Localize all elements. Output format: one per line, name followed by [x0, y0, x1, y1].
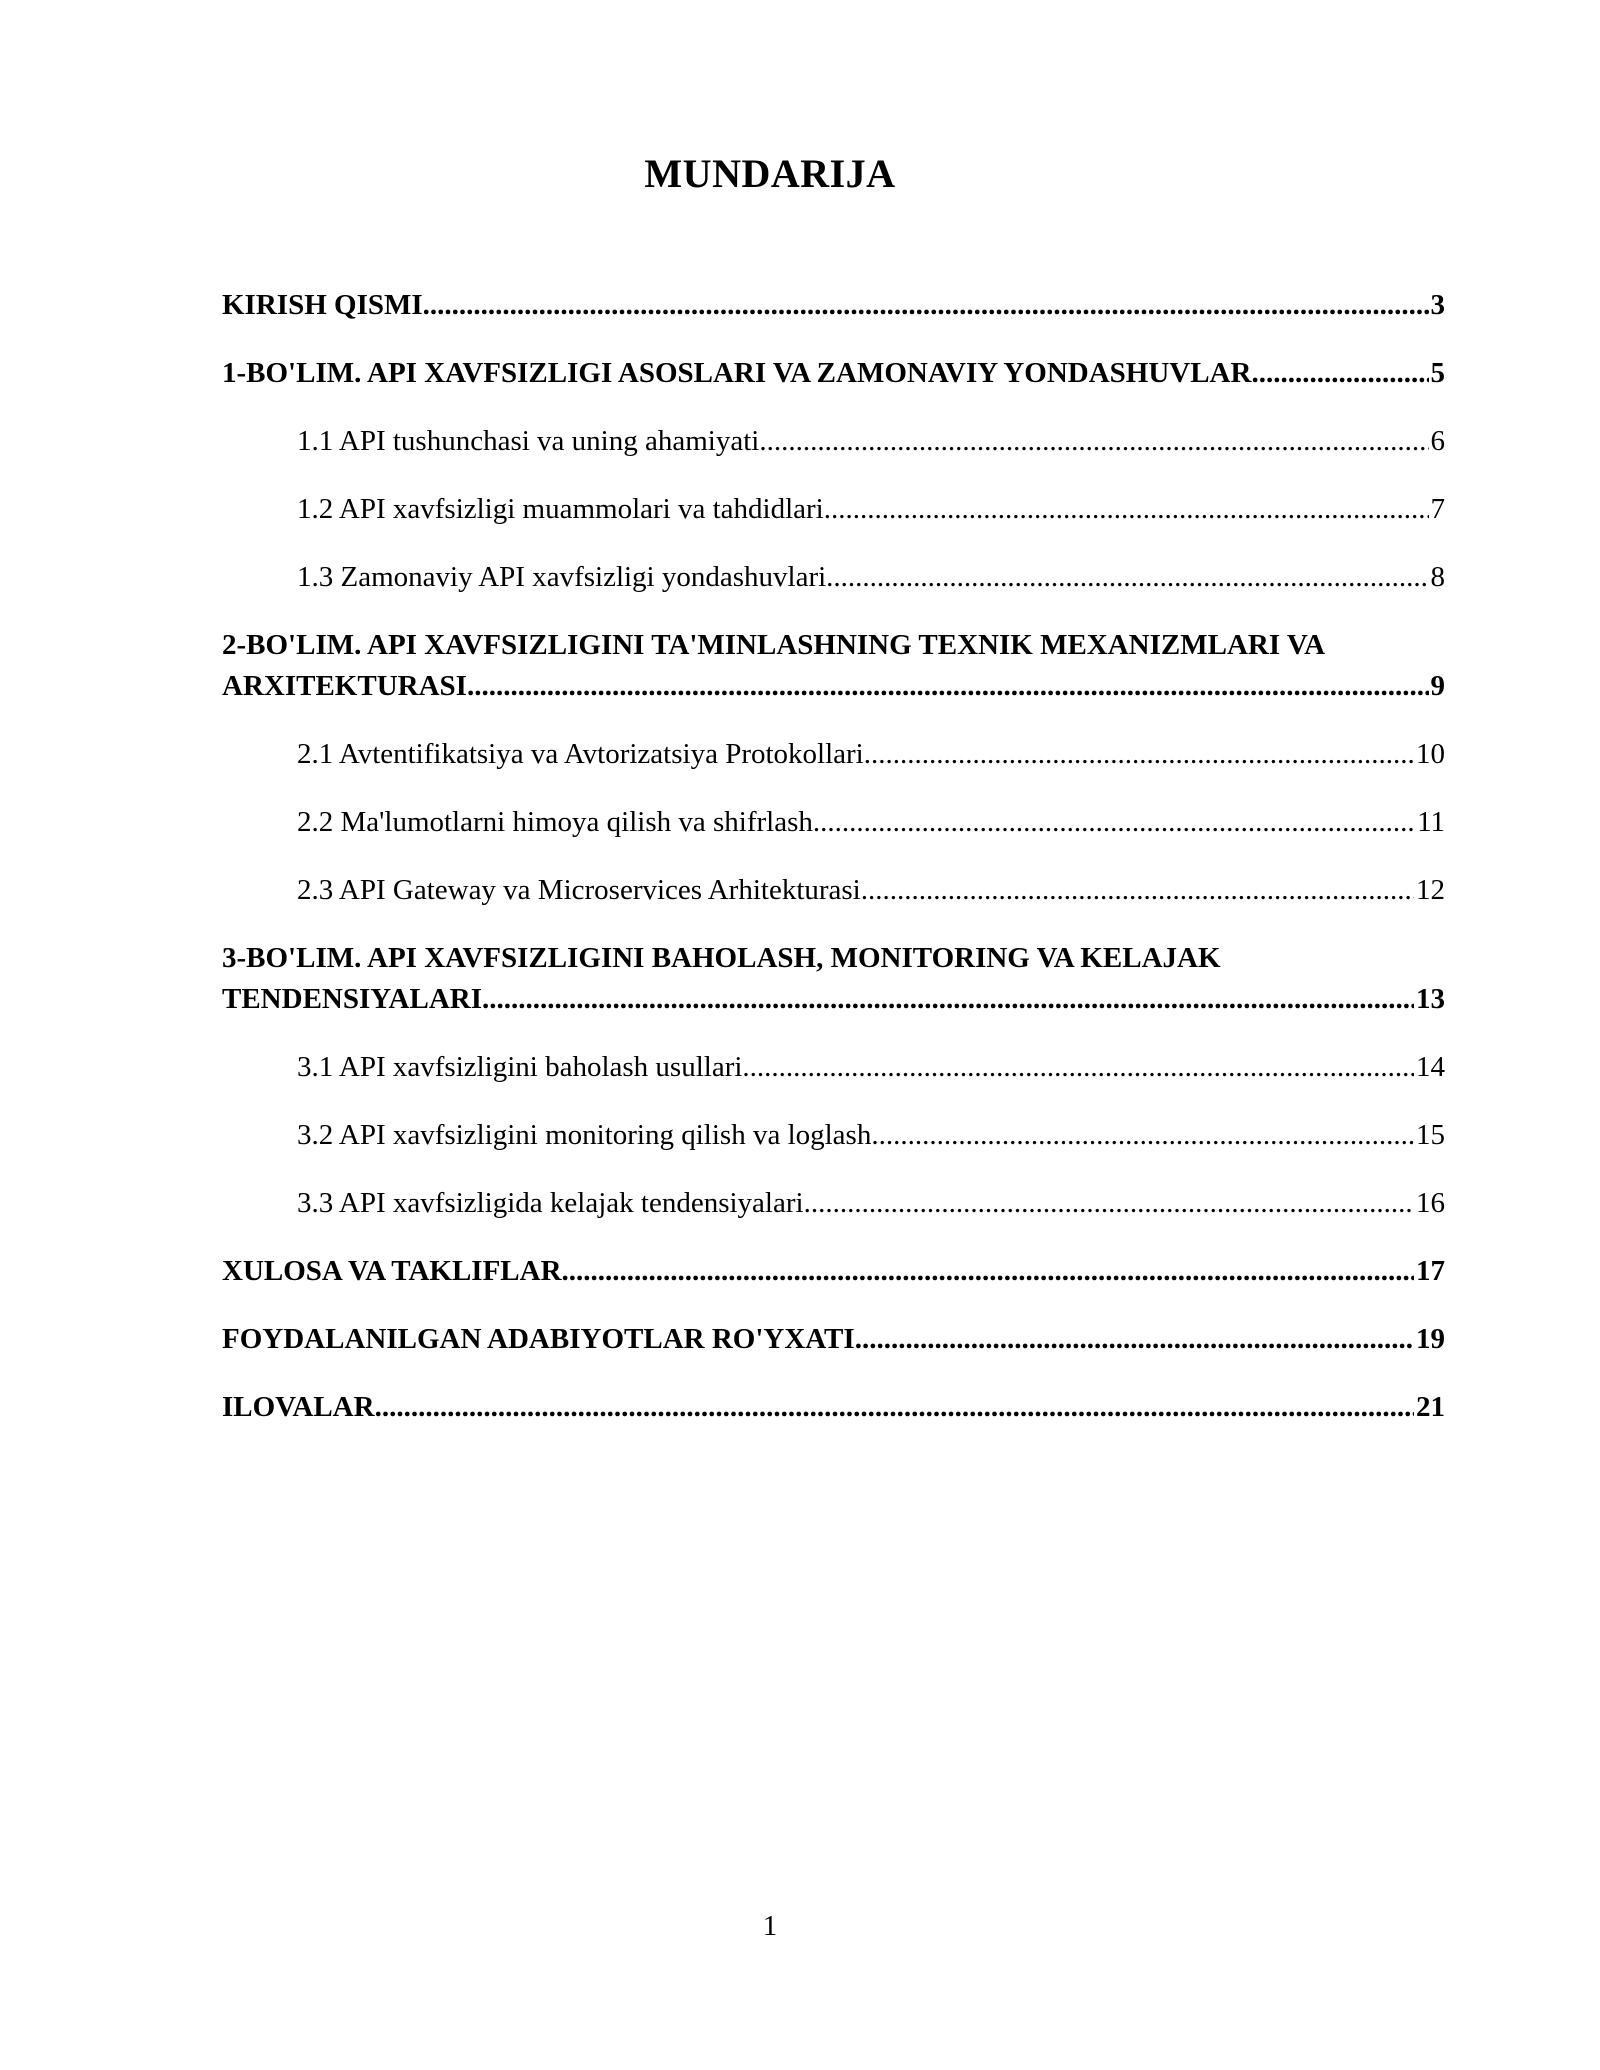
toc-page-number: 16 [1416, 1187, 1445, 1219]
dot-leader [855, 1319, 1414, 1360]
toc-entry-chapter-2[interactable] [222, 625, 1445, 707]
toc-entry-section-1-1[interactable] [222, 421, 1445, 462]
toc-page-number: 10 [1416, 738, 1445, 770]
toc-entry-label: FOYDALANILGAN ADABIYOTLAR RO'YXATI [222, 1323, 855, 1355]
dot-leader [742, 1047, 1414, 1088]
toc-entry-label: 1.3 Zamonaviy API xavfsizligi yondashuvlari [297, 561, 827, 593]
toc-page-number: 11 [1417, 806, 1445, 838]
toc-entry-ilovalar[interactable] [222, 1387, 1445, 1428]
toc-entry-section-1-3[interactable] [222, 557, 1445, 598]
toc-entry-section-3-3[interactable] [222, 1183, 1445, 1224]
toc-entry-chapter-1[interactable] [222, 353, 1445, 394]
toc-entry-label: 1-BO'LIM. API XAVFSIZLIGI ASOSLARI VA ZAMONAVIY YONDASHUVLAR [222, 357, 1252, 389]
toc-page-number: 21 [1416, 1391, 1445, 1423]
toc-entry-kirish[interactable] [222, 285, 1445, 326]
toc-entry-xulosa[interactable] [222, 1251, 1445, 1292]
toc-page-number: 5 [1430, 357, 1445, 389]
toc-page-number: 13 [1416, 983, 1445, 1015]
toc-entry-label: 3.3 API xavfsizligida kelajak tendensiyalari [297, 1187, 804, 1219]
dot-leader [826, 557, 1428, 598]
toc-entry-chapter-3[interactable] [222, 938, 1445, 1020]
toc-entry-label: KIRISH QISMI [222, 289, 423, 321]
dot-leader [1251, 353, 1428, 394]
toc-entry-label: 2.2 Ma'lumotlarni himoya qilish va shifrlash [297, 806, 813, 838]
toc-entry-label-line-2: ARXITEKTURASI [222, 670, 467, 702]
dot-leader [864, 734, 1414, 775]
toc-entry-adabiyotlar[interactable] [222, 1319, 1445, 1360]
dot-leader [562, 1251, 1414, 1292]
toc-entry-label: 3.1 API xavfsizligini baholash usullari [297, 1051, 743, 1083]
toc-entry-label: 2.3 API Gateway va Microservices Arhitekturasi [297, 874, 861, 906]
toc-page-number: 6 [1430, 425, 1445, 457]
toc-entry-label: 1.1 API tushunchasi va uning ahamiyati [297, 425, 760, 457]
table-of-contents [222, 285, 1445, 1455]
toc-page-number: 19 [1416, 1323, 1445, 1355]
toc-entry-label: 3.2 API xavfsizligini monitoring qilish va loglash [297, 1119, 872, 1151]
toc-page-number: 12 [1416, 874, 1445, 906]
toc-entry-label: ILOVALAR [222, 1391, 375, 1423]
toc-entry-section-1-2[interactable] [222, 489, 1445, 530]
dot-leader [824, 489, 1429, 530]
toc-page-number: 8 [1430, 561, 1445, 593]
toc-entry-section-2-2[interactable] [222, 802, 1445, 843]
toc-entry-label: 1.2 API xavfsizligi muammolari va tahdidlari [297, 493, 824, 525]
toc-entry-label-line-1: 3-BO'LIM. API XAVFSIZLIGINI BAHOLASH, MONITORING VA KELAJAK [222, 942, 1221, 974]
dot-leader [482, 979, 1414, 1020]
toc-entry-section-2-3[interactable] [222, 870, 1445, 911]
dot-leader [467, 666, 1429, 707]
toc-entry-section-3-2[interactable] [222, 1115, 1445, 1156]
page-number: 1 [762, 1910, 778, 1942]
toc-entry-section-3-1[interactable] [222, 1047, 1445, 1088]
dot-leader [871, 1115, 1414, 1156]
toc-entry-label: 2.1 Avtentifikatsiya va Avtorizatsiya Protokollari [297, 738, 864, 770]
dot-leader [759, 421, 1428, 462]
toc-page-number: 9 [1430, 670, 1445, 702]
toc-entry-label-line-1: 2-BO'LIM. API XAVFSIZLIGINI TA'MINLASHNING TEXNIK MEXANIZMLARI VA [222, 629, 1326, 661]
dot-leader [375, 1387, 1414, 1428]
toc-page-number: 14 [1416, 1051, 1445, 1083]
toc-page-number: 7 [1430, 493, 1445, 525]
dot-leader [861, 870, 1414, 911]
page-title: MUNDARIJA [644, 151, 896, 196]
dot-leader [804, 1183, 1414, 1224]
toc-entry-section-2-1[interactable] [222, 734, 1445, 775]
dot-leader [423, 285, 1429, 326]
dot-leader [813, 802, 1415, 843]
toc-entry-label-line-2: TENDENSIYALARI [222, 983, 483, 1015]
toc-page-number: 15 [1416, 1119, 1445, 1151]
toc-page-number: 17 [1416, 1255, 1445, 1287]
toc-entry-label: XULOSA VA TAKLIFLAR [222, 1255, 562, 1287]
toc-page-number: 3 [1430, 289, 1445, 321]
